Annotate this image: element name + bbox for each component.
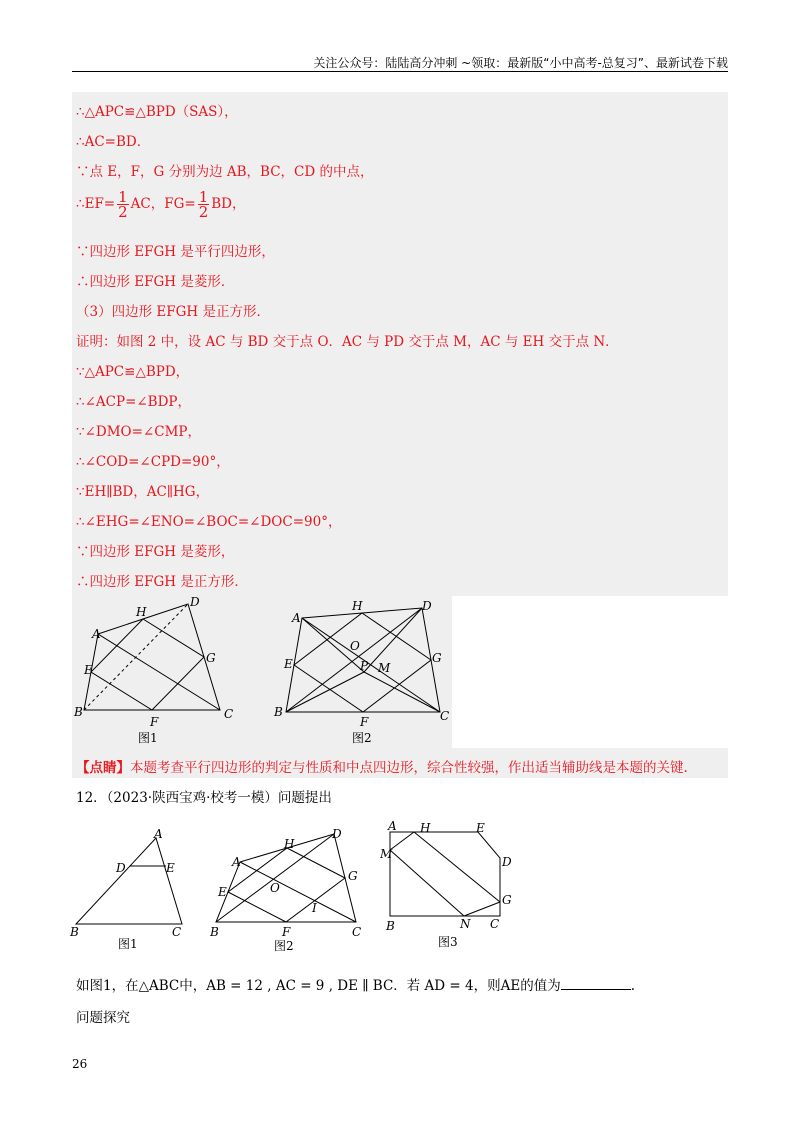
solution-figure-1: [72, 596, 242, 748]
line-pc: [364, 672, 440, 712]
solution-line-14: ∴∠EHG=∠ENO=∠BOC=∠DOC=90°，: [76, 514, 342, 530]
solution-line-8: 证明：如图 2 中，设 AC 与 BD 交于点 O．AC 与 PD 交于点 M，AC 与 EH 交于点 N．: [76, 334, 619, 350]
label-d: D: [190, 596, 200, 609]
label-c: C: [172, 925, 182, 939]
label-d: D: [332, 827, 342, 841]
label-p: P: [360, 659, 369, 673]
label-a: A: [154, 827, 163, 841]
label-b: B: [70, 925, 79, 939]
label-e: E: [476, 821, 485, 835]
label-e: E: [284, 657, 293, 671]
eq-part-2: AC，FG=: [130, 196, 196, 212]
shape-abcde: [390, 832, 500, 916]
solution-line-13: ∵EH∥BD，AC∥HG，: [76, 484, 210, 500]
diagonal-bd: [84, 604, 188, 710]
triangle-abc: [76, 838, 182, 924]
label-g: G: [206, 651, 216, 665]
solution-line-10: ∴∠ACP=∠BDP，: [76, 394, 192, 410]
line-bp: [286, 672, 364, 712]
label-g: G: [348, 869, 358, 883]
figure-caption: 图2: [274, 939, 294, 953]
label-e: E: [84, 663, 93, 677]
frac-den: 2: [118, 203, 128, 221]
label-c: C: [490, 917, 500, 931]
solution-line-2: ∴AC=BD．: [76, 134, 151, 150]
label-f: F: [360, 715, 369, 729]
label-a: A: [388, 819, 397, 833]
quad-efgh: [228, 848, 345, 922]
line-bd: [286, 608, 422, 712]
dianjing-tag: 【点睛】: [76, 760, 130, 776]
page-number: 26: [72, 1057, 88, 1071]
eq-part-3: BD，: [211, 196, 246, 212]
label-o: O: [350, 639, 360, 653]
figure-caption: 图2: [352, 731, 372, 745]
solution-line-7: （3）四边形 EFGH 是正方形．: [76, 304, 270, 320]
label-b: B: [210, 925, 219, 939]
label-f: F: [282, 925, 291, 939]
frac-den: 2: [198, 203, 209, 221]
frac-num: 1: [118, 188, 128, 206]
page-header: 关注公众号：陆陆高分冲刺 ~领取：最新版“小中高考-总复习”、最新试卷下载: [313, 56, 728, 70]
dianjing-text: 本题考查平行四边形的判定与性质和中点四边形，综合性较强，作出适当辅助线是本题的关键.: [130, 760, 688, 776]
segment-mn: [390, 850, 464, 916]
problem-12-title: 12．（2023·陕西宝鸡·校考一模）问题提出: [76, 790, 332, 806]
dianjing-line: [76, 756, 688, 776]
label-g: G: [432, 651, 442, 665]
solution-line-15: ∵四边形 EFGH 是菱形，: [76, 544, 235, 560]
segment-ng: [464, 902, 500, 916]
label-b: B: [274, 705, 283, 719]
segment-mh: [390, 832, 414, 850]
problem-figure-2: [210, 826, 370, 956]
solution-line-16: ∴四边形 EFGH 是正方形．: [76, 574, 248, 590]
figure-caption: 图3: [438, 935, 458, 949]
solution-figure-2: [272, 596, 452, 748]
label-a: A: [92, 627, 101, 641]
label-a: A: [292, 611, 301, 625]
label-d: D: [116, 861, 126, 875]
line-ac: [98, 634, 220, 710]
label-g: G: [502, 893, 512, 907]
label-b: B: [74, 705, 83, 719]
solution-line-1: ∴△APC≌△BPD（SAS），: [76, 104, 238, 120]
label-d: D: [502, 855, 512, 869]
solution-line-5: ∵四边形 EFGH 是平行四边形，: [76, 244, 275, 260]
label-m: M: [378, 661, 391, 675]
problem-figure-3: [380, 818, 520, 956]
label-o: O: [270, 881, 280, 895]
problem-explore-heading: 问题探究: [76, 1010, 130, 1026]
label-h: H: [420, 821, 431, 835]
label-i: I: [312, 901, 317, 915]
quad-abcd: [84, 604, 220, 710]
fraction-half-1: [117, 190, 129, 219]
label-m: M: [380, 847, 393, 861]
fraction-half-2: [198, 190, 210, 219]
label-h: H: [352, 599, 363, 613]
solution-line-12: ∴∠COD=∠CPD=90°，: [76, 454, 230, 470]
label-h: H: [284, 837, 295, 851]
line-pd: [364, 608, 422, 672]
solution-line-6: ∴四边形 EFGH 是菱形．: [76, 274, 235, 290]
answer-blank[interactable]: [561, 977, 631, 990]
label-c: C: [224, 707, 234, 721]
figure-caption: 图1: [118, 937, 138, 951]
label-e: E: [218, 885, 227, 899]
header-rule: [72, 71, 728, 72]
figure-caption: 图1: [138, 731, 158, 745]
label-c: C: [440, 709, 450, 723]
label-e: E: [166, 861, 175, 875]
question-end: .: [630, 978, 636, 994]
label-h: H: [136, 605, 147, 619]
problem-figure-1: [68, 826, 198, 956]
problem-12-question: [76, 974, 635, 994]
frac-num: 1: [198, 188, 209, 206]
label-a: A: [232, 855, 241, 869]
label-d: D: [422, 599, 432, 613]
question-text: 如图1，在△ABC中，AB = 12 , AC = 9 , DE ∥ BC．若 AD = 4，则AE的值为: [76, 978, 561, 994]
label-b: B: [386, 919, 395, 933]
label-c: C: [352, 925, 362, 939]
solution-line-4: [76, 190, 246, 219]
label-n: N: [460, 917, 471, 931]
solution-line-9: ∵△APC≌△BPD，: [76, 364, 190, 380]
label-f: F: [150, 715, 159, 729]
solution-line-3: ∵点 E，F，G 分别为边 AB，BC，CD 的中点，: [76, 164, 374, 180]
solution-line-11: ∵∠DMO=∠CMP，: [76, 424, 201, 440]
eq-part-1: ∴EF=: [76, 196, 116, 212]
